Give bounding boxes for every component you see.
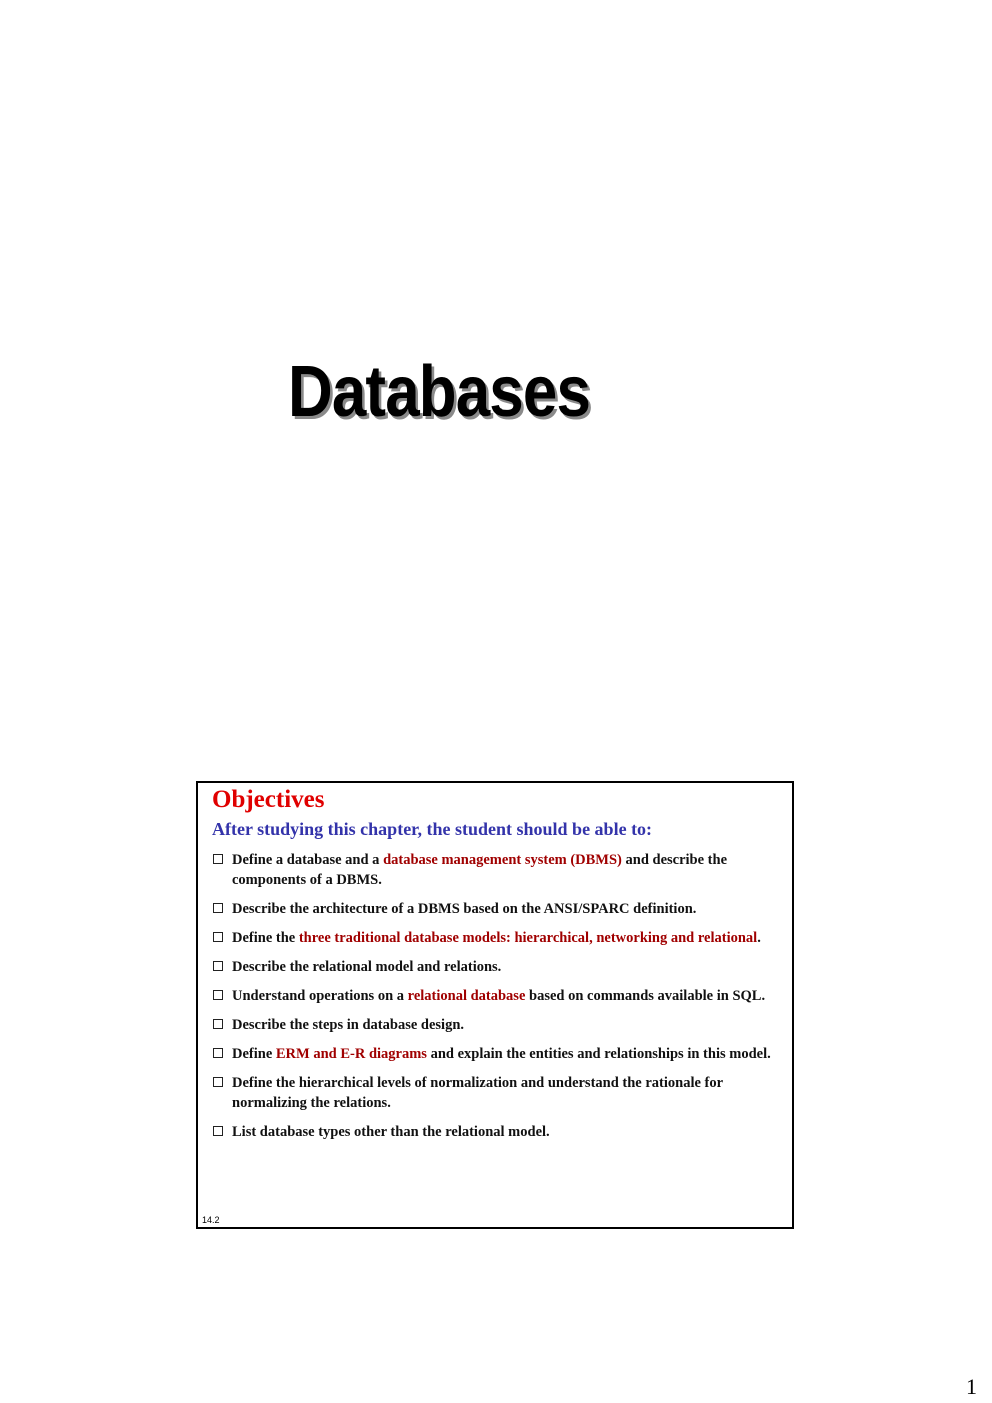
objective-text: Define bbox=[232, 1046, 276, 1062]
checkbox-bullet-icon bbox=[213, 1126, 223, 1136]
objective-text: Define the bbox=[232, 930, 299, 946]
objective-text: Understand operations on a bbox=[232, 988, 408, 1004]
objectives-list bbox=[212, 850, 788, 1151]
objective-text: Define the hierarchical levels of normalization and understand the rationale for normalizing the relations. bbox=[232, 1075, 723, 1111]
objective-text-end: . bbox=[757, 930, 761, 946]
objectives-slide bbox=[196, 781, 794, 1229]
objective-text: Describe the steps in database design. bbox=[232, 1017, 465, 1033]
objective-highlight: ERM and E-R diagrams bbox=[275, 1046, 427, 1062]
slide-title: Objectives bbox=[212, 786, 325, 813]
checkbox-bullet-icon bbox=[213, 932, 223, 942]
slide-number: 14.2 bbox=[202, 1215, 220, 1225]
slide-subtitle: After studying this chapter, the student should be able to: bbox=[212, 819, 653, 839]
objective-text-end: and describe the components of a DBMS. bbox=[232, 852, 728, 888]
objective-text: Describe the architecture of a DBMS based on the ANSI/SPARC definition. bbox=[232, 901, 697, 917]
page-number: 1 bbox=[966, 1374, 977, 1399]
objective-highlight: relational database bbox=[407, 988, 526, 1004]
objective-highlight: three traditional database models: hierarchical, networking and relational bbox=[298, 930, 758, 946]
objective-text: Define a database and a bbox=[232, 852, 384, 868]
checkbox-bullet-icon bbox=[213, 1048, 223, 1058]
checkbox-bullet-icon bbox=[213, 903, 223, 913]
checkbox-bullet-icon bbox=[213, 1077, 223, 1087]
objective-text: List database types other than the relational model. bbox=[232, 1124, 550, 1140]
objective-text-end: based on commands available in SQL. bbox=[525, 988, 766, 1004]
checkbox-bullet-icon bbox=[213, 1019, 223, 1029]
checkbox-bullet-icon bbox=[213, 854, 223, 864]
objective-text: Describe the relational model and relations. bbox=[232, 959, 502, 975]
list-item bbox=[212, 1015, 788, 1035]
list-item bbox=[212, 928, 788, 948]
list-item bbox=[212, 1044, 788, 1064]
checkbox-bullet-icon bbox=[213, 961, 223, 971]
checkbox-bullet-icon bbox=[213, 990, 223, 1000]
cover-title: Databases bbox=[288, 352, 591, 432]
list-item bbox=[212, 1073, 788, 1113]
list-item bbox=[212, 1122, 788, 1142]
list-item bbox=[212, 850, 788, 890]
objective-text-end: and explain the entities and relationships in this model. bbox=[426, 1046, 771, 1062]
list-item bbox=[212, 899, 788, 919]
list-item bbox=[212, 986, 788, 1006]
objective-highlight: database management system (DBMS) bbox=[383, 852, 622, 868]
list-item bbox=[212, 957, 788, 977]
